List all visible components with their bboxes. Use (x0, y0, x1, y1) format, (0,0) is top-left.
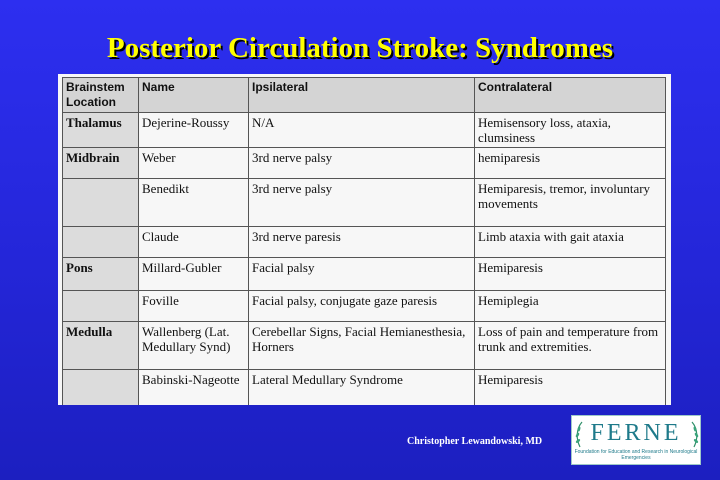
cell-ipsilateral: N/A (249, 113, 475, 148)
ferne-logo (571, 415, 701, 465)
cell-contralateral: Hemisensory loss, ataxia, clumsiness (475, 113, 666, 148)
cell-ipsilateral: 3rd nerve paresis (249, 227, 475, 258)
cell-contralateral: Hemiparesis (475, 258, 666, 291)
logo-text: FERNE (590, 420, 682, 446)
header-ipsilateral: Ipsilateral (249, 78, 475, 113)
cell-contralateral: Limb ataxia with gait ataxia (475, 227, 666, 258)
cell-name: Wallenberg (Lat. Medullary Synd) (139, 322, 249, 370)
header-brainstem-location: Brainstem Location (63, 78, 139, 113)
logo-subtitle: Foundation for Education and Research in Neurological Emergencies (574, 449, 698, 461)
cell-name: Babinski-Nageotte (139, 370, 249, 406)
cell-location: Medulla (63, 322, 139, 370)
table-row (63, 370, 666, 406)
header-name: Name (139, 78, 249, 113)
cell-name: Millard-Gubler (139, 258, 249, 291)
table-header-row (63, 78, 666, 113)
cell-contralateral: Hemiplegia (475, 291, 666, 322)
cell-name: Benedikt (139, 179, 249, 227)
table-row (63, 291, 666, 322)
cell-contralateral: Hemiparesis, tremor, involuntary movements (475, 179, 666, 227)
table-row (63, 322, 666, 370)
cell-location: Pons (63, 258, 139, 291)
cell-contralateral: hemiparesis (475, 148, 666, 179)
cell-name: Foville (139, 291, 249, 322)
cell-ipsilateral: Facial palsy, conjugate gaze paresis (249, 291, 475, 322)
cell-location (63, 227, 139, 258)
table-row (63, 258, 666, 291)
presenter-credit: Christopher Lewandowski, MD (407, 436, 543, 447)
cell-location (63, 291, 139, 322)
header-contralateral: Contralateral (475, 78, 666, 113)
cell-contralateral: Loss of pain and temperature from trunk and extremities. (475, 322, 666, 370)
cell-location (63, 179, 139, 227)
cell-contralateral: Hemiparesis (475, 370, 666, 406)
table-row (63, 148, 666, 179)
cell-ipsilateral: 3rd nerve palsy (249, 148, 475, 179)
cell-ipsilateral: 3rd nerve palsy (249, 179, 475, 227)
table-row (63, 227, 666, 258)
syndromes-table-image (58, 74, 671, 405)
table-row (63, 113, 666, 148)
cell-name: Weber (139, 148, 249, 179)
slide-title: Posterior Circulation Stroke: Syndromes (106, 32, 614, 64)
syndromes-table (62, 77, 666, 405)
cell-name: Dejerine-Roussy (139, 113, 249, 148)
cell-location: Midbrain (63, 148, 139, 179)
cell-location (63, 370, 139, 406)
cell-ipsilateral: Cerebellar Signs, Facial Hemianesthesia, Horners (249, 322, 475, 370)
cell-ipsilateral: Facial palsy (249, 258, 475, 291)
cell-name: Claude (139, 227, 249, 258)
cell-location: Thalamus (63, 113, 139, 148)
table-row (63, 179, 666, 227)
cell-ipsilateral: Lateral Medullary Syndrome (249, 370, 475, 406)
